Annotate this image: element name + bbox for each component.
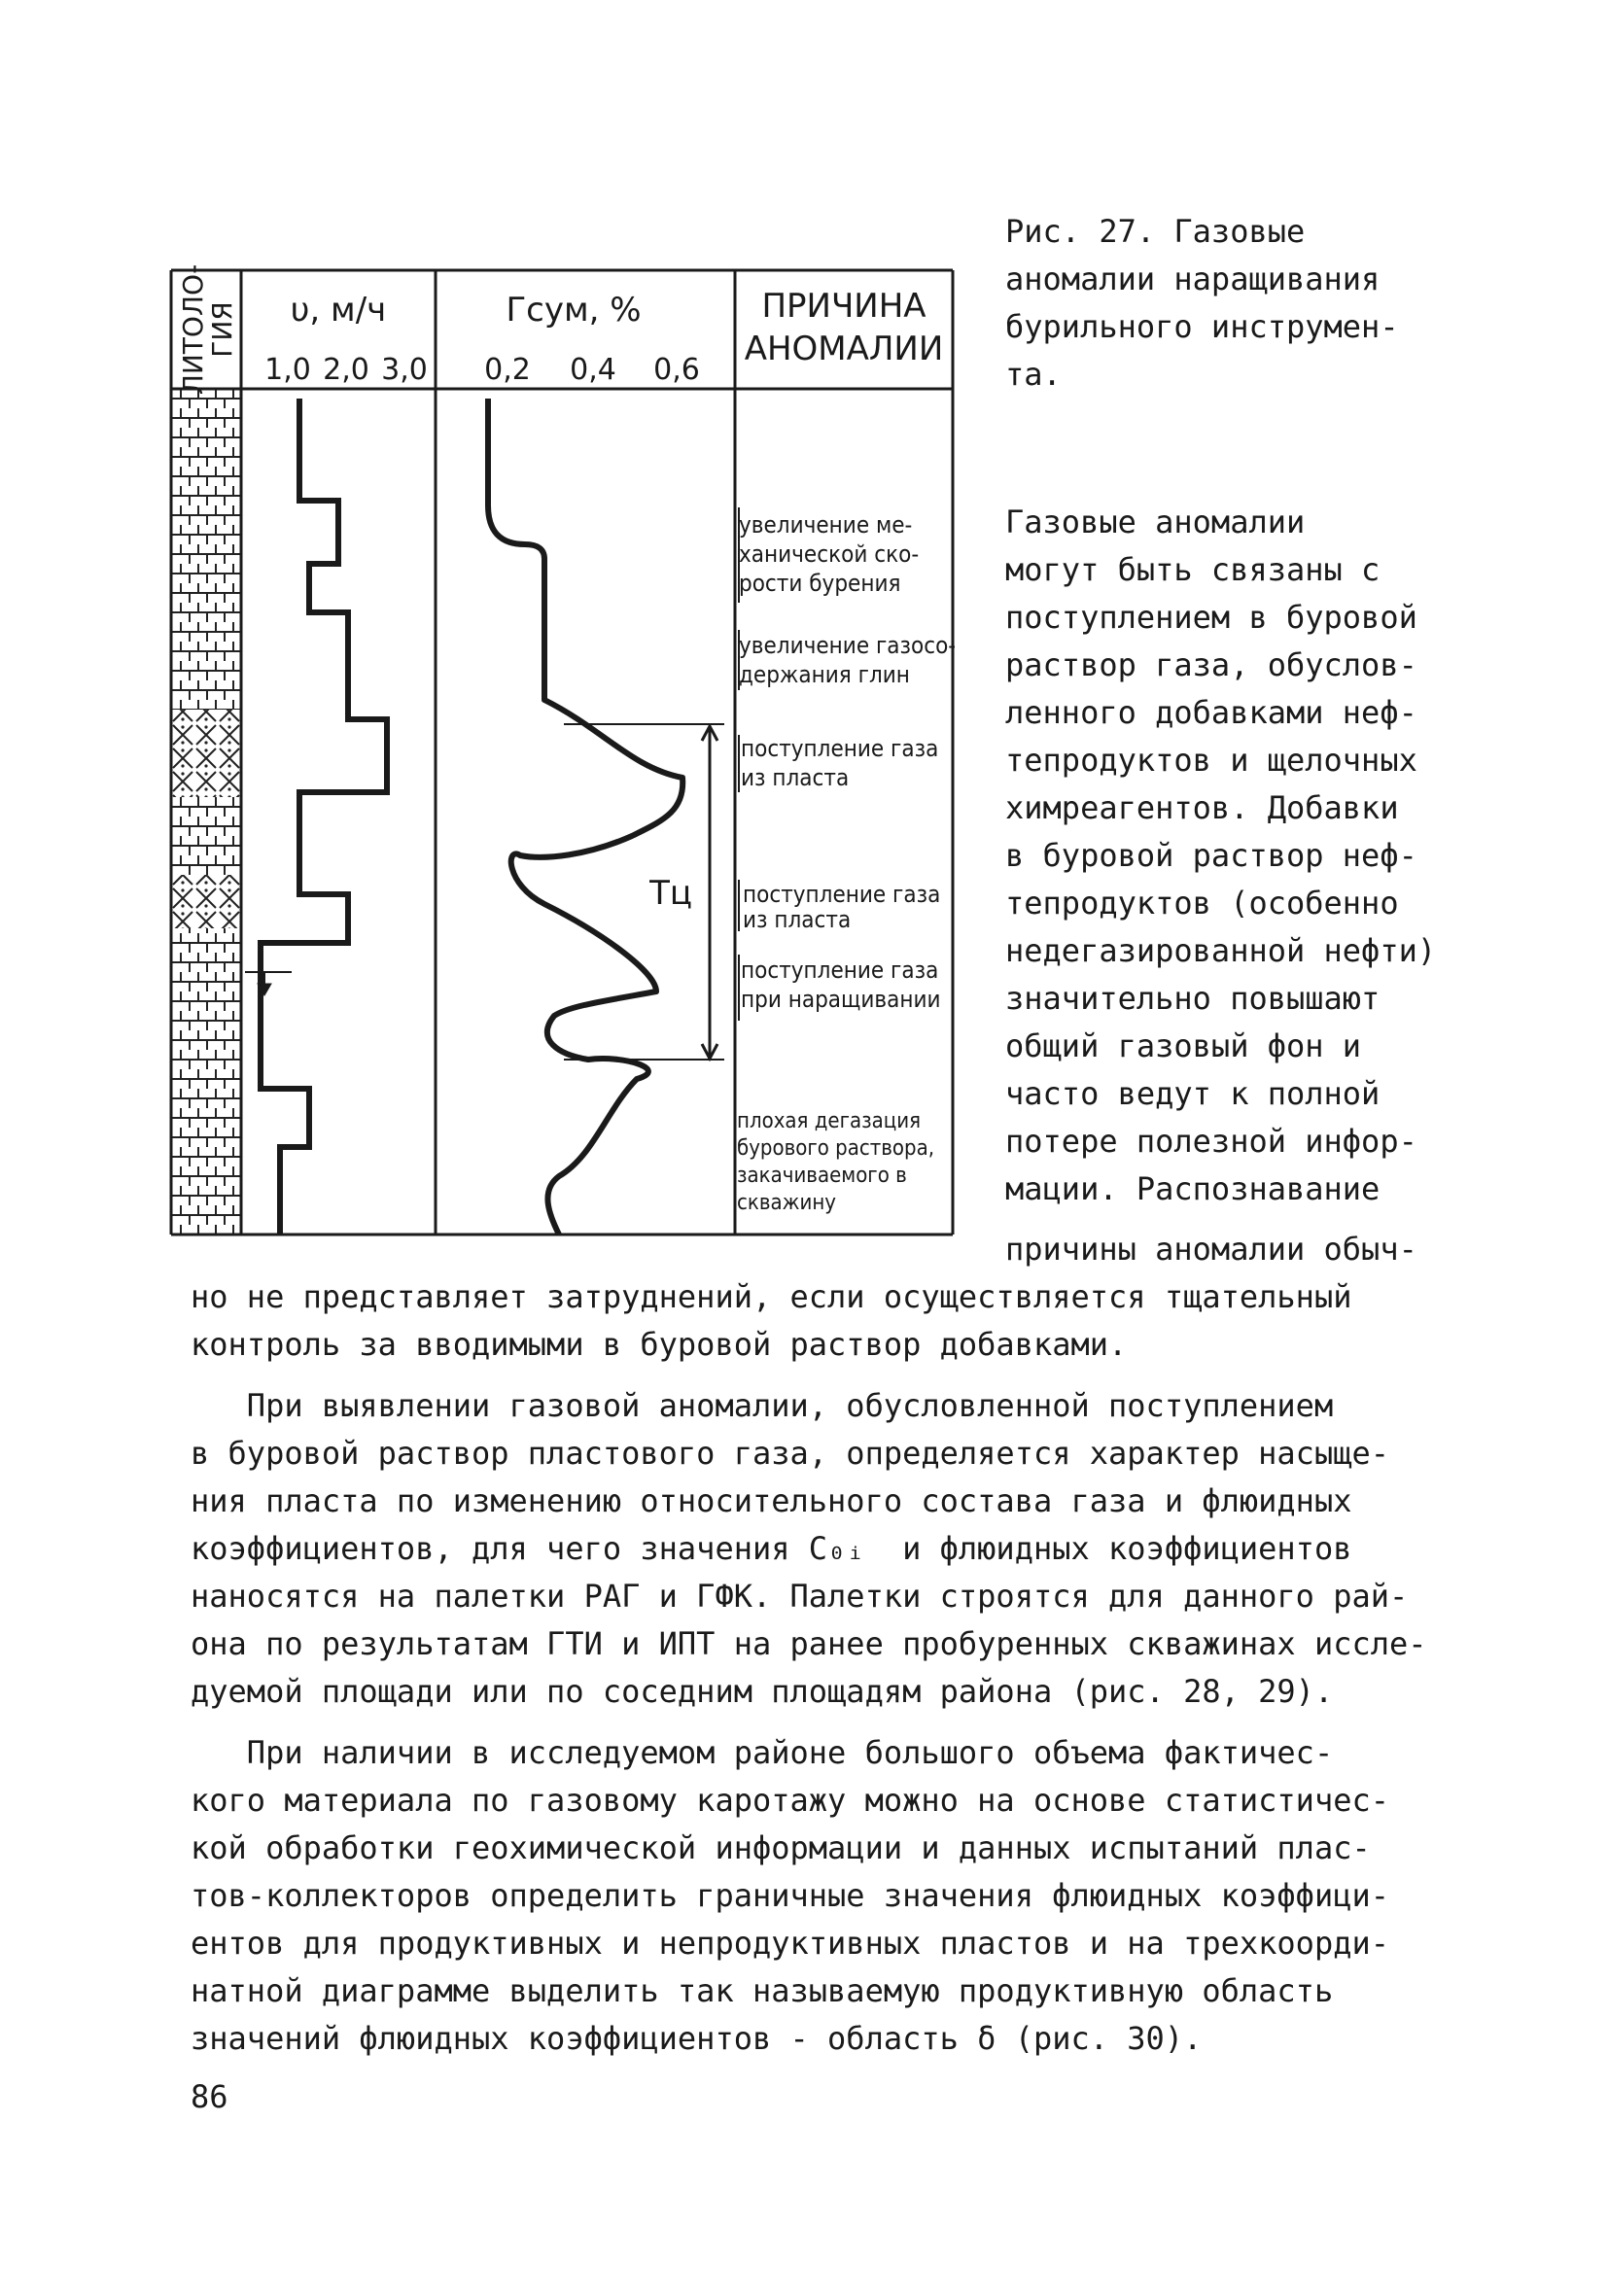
text-line: контроль за вводимыми в буровой раствор добавками. (191, 1326, 1128, 1363)
speed-ticks (264, 353, 428, 387)
speed-tick-3: 3,0 (381, 353, 428, 387)
lithology-sand-1 (171, 710, 241, 797)
header-cause: ПРИЧИНА АНОМАЛИИ (744, 287, 944, 368)
text-line: но не представляет затруднений, если осуществляется тщательный (191, 1278, 1352, 1315)
gas-tick-1: 0,2 (484, 353, 531, 387)
text-line: При выявлении газовой аномалии, обусловленной поступлением (191, 1387, 1334, 1424)
text-line: кого материала по газовому каротажу можно на основе статистичес- (191, 1782, 1389, 1819)
figure-caption: Рис. 27. Газовые аномалии наращивания бурильного инструмен- та. (1005, 213, 1399, 393)
main-text (191, 1273, 1474, 2063)
tc-label: Тц (649, 874, 692, 913)
cause-notes (737, 511, 956, 1215)
gas-tick-3: 0,6 (653, 353, 700, 387)
header-gas: Гсум, % (506, 291, 642, 330)
note-5: поступление газа при наращивании (741, 957, 941, 1013)
speed-curve (261, 399, 387, 1235)
lithology-column (171, 389, 241, 1235)
text-line: тов-коллекторов определить граничные значения флюидных коэффици- (191, 1877, 1389, 1914)
gas-tick-2: 0,4 (570, 353, 616, 387)
speed-tick-2: 2,0 (323, 353, 369, 387)
side-paragraph: Газовые аномалии могут быть связаны с поступлением в буровой раствор газа, обуслов- ленного добавками неф- тепродуктов и щелочных химреагентов. Добавки в буровой раствор неф- тепродуктов (особенно недегазированной нефти) значительно повышают общий газовый фон и часто ведут к полной потере полезной инфор- мации. Распознавание (1005, 504, 1437, 1207)
text-line: кой обработки геохимической информации и данных испытаний плас- (191, 1829, 1371, 1866)
text-line: дуемой площади или по соседним площадям района (рис. 28, 29). (191, 1673, 1334, 1710)
gas-curve (488, 399, 682, 1235)
lithology-sand-2 (171, 875, 241, 928)
text-line: значений флюидных коэффициентов - область δ (рис. 30). (191, 2020, 1203, 2057)
side-paragraph-last-line: причины аномалии обыч- (1005, 1231, 1417, 1268)
lithology-clay-2 (171, 797, 241, 875)
lithology-clay-1 (171, 389, 241, 710)
text-line: ентов для продуктивных и непродуктивных пластов и на трехкоорди- (191, 1925, 1389, 1962)
note-3: поступление газа из пласта (741, 735, 939, 791)
text-line: она по результатам ГТИ и ИПТ на ранее пробуренных скважинах иссле- (191, 1625, 1427, 1662)
text-line: натной диаграмме выделить так называемую продуктивную область (191, 1972, 1334, 2009)
note-1: увеличение ме-ханической ско-рости бурения (739, 511, 920, 597)
speed-tick-1: 1,0 (264, 353, 311, 387)
header-lithology: ЛИТОЛО-ГИЯ (177, 263, 238, 396)
page-number: 86 (191, 2078, 228, 2115)
note-4: поступление газа из пласта (743, 881, 941, 933)
gas-ticks (484, 353, 700, 387)
text-line: в буровой раствор пластового газа, определяется характер насыще- (191, 1435, 1389, 1472)
text-line: При наличии в исследуемом районе большого объема фактичес- (191, 1734, 1334, 1771)
tc-marker (564, 724, 724, 1060)
header-speed: υ, м/ч (290, 291, 387, 330)
text-line: ния пласта по изменению относительного состава газа и флюидных (191, 1482, 1352, 1519)
lithology-clay-3 (171, 928, 241, 1235)
text-line: коэффициентов, для чего значения C₀ᵢ и флюидных коэффициентов (191, 1530, 1352, 1567)
text-line: наносятся на палетки РАГ и ГФК. Палетки строятся для данного рай- (191, 1578, 1409, 1615)
note-2: увеличение газосо-держания глин (739, 632, 957, 688)
depth-arrow (245, 972, 292, 995)
note-6: плохая дегазация бурового раствора, закачиваемого в скважину (737, 1109, 935, 1215)
